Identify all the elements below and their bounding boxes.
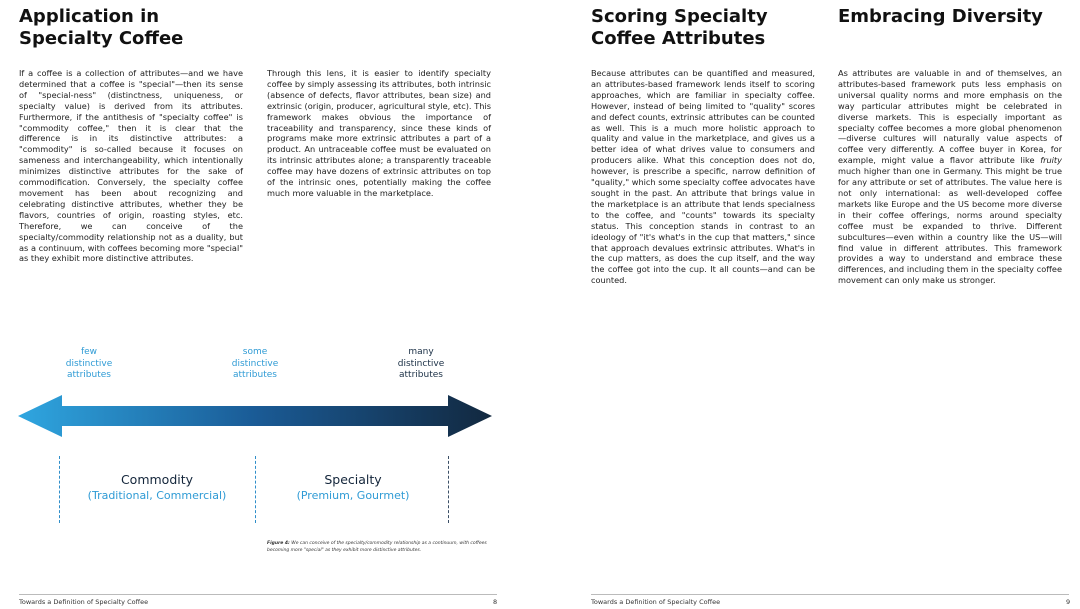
label-line: few [80, 347, 98, 357]
label-line: distinctive [231, 358, 279, 369]
diversity-body [838, 68, 1062, 286]
section-title-scoring [591, 6, 821, 50]
label-line: some [242, 347, 268, 357]
footer-title: Towards a Definition of Specialty Coffee [19, 598, 149, 606]
title-line-1: Scoring Specialty [591, 6, 768, 27]
label-line: attributes [67, 370, 111, 380]
footer-title: Towards a Definition of Specialty Coffee [591, 598, 721, 606]
italic-term: fruity [1040, 155, 1062, 166]
footer-rule [19, 594, 497, 595]
body-column-1: If a coffee is a collection of attributes—and we have determined that a coffee is "special"—then its sense of "special-ness" (distinctness, uniqueness, or specialty value) is derived from its attributes. Furthermore, if the antithesis of "specialty coffee" is "commodity coffee," then it is clear that the difference is in its distinctive attributes: a "commodity" is so-called because it focuses on sameness and interchangeability, which intentionally minimizes distinctive attributes for the sake of commodification. Conversely, the specialty coffee movement has been about recognizing and celebrating distinctive attributes, whether they be flavors, countries of origin, roasting styles, etc. Therefore, we can conceive of the specialty/commodity relationship not as a duality, but as a continuum, with coffees becoming more "special" as they exhibit more distinctive attributes. [19, 68, 243, 264]
right-page [540, 0, 1080, 609]
page-number: 8 [493, 598, 498, 606]
arrow-shape [18, 395, 492, 437]
title-line-2: Specialty Coffee [19, 28, 184, 49]
commodity-name: Commodity [120, 472, 194, 487]
title-line-1: Embracing Diversity [838, 6, 1043, 27]
figure-caption [267, 541, 507, 554]
commodity-sub: (Traditional, Commercial) [87, 489, 227, 502]
body-column-2: Through this lens, it is easier to identify specialty coffee by simply assessing its attributes, both intrinsic (absence of defects, flavor attributes, bean size) and extrinsic (origin, producer, agricultural style, etc). This framework makes obvious the importance of traceability and transparency, since these kinds of programs make more extrinsic attributes a part of a product. An untraceable coffee must be evaluated on its intrinsic attributes alone; a transparently traceable coffee may have dozens of extrinsic attributes on top of the intrinsic ones, potentially making the coffee much more valuable in the marketplace. [267, 68, 491, 198]
scoring-body: Because attributes can be quantified and measured, an attributes-based framework lends itself to scoring approaches, which are familiar in specialty coffee. However, instead of being limited to "quality" scores and defect counts, extrinsic attributes can be counted as well. This is a much more holistic approach to quality and value in the marketplace, and gives us a better idea of what drives value to consumers and producers alike. What this conception does not do, however, is prescribe a specific, narrow definition of "quality," which some specialty coffee advocates have sought in the past. An attribute that brings value in the marketplace is an attribute that lends specialness to the coffee, and "counts" towards its specialty status. This conception stands in contrast to an ideology of "it's what's in the cup that matters," since that approach devalues extrinsic attributes. What's in the cup matters, as does the cup itself, and the way the coffee got into the cup. It all counts—and can be counted. [591, 68, 815, 286]
title-line-1: Application in [19, 6, 160, 27]
label-line: distinctive [65, 358, 113, 369]
body-text: much higher than one in Germany. This might be true for any attribute or set of attributes. The value here is not only international: as well-developed coffee markets like Europe and the US become more diverse in their coffee offerings, norms around specialty coffee must be expanded to thrive. Different subcultures—even within a country like the US—will find value in different attributes. This framework provides a way to understand and embrace these differences, and including them in the specialty coffee movement can only make us stronger. [838, 166, 1062, 286]
specialty-name: Specialty [324, 472, 382, 487]
caption-label: Figure 4: [267, 541, 290, 546]
specialty-category [258, 472, 448, 503]
label-line: attributes [233, 370, 277, 380]
footer-rule [591, 594, 1069, 595]
divider-left [59, 456, 60, 523]
label-line: many [408, 347, 434, 357]
double-arrow [18, 393, 493, 439]
page-number: 9 [1066, 598, 1071, 606]
label-line: distinctive [397, 358, 445, 369]
commodity-category [62, 472, 252, 503]
specialty-sub: (Premium, Gourmet) [296, 489, 410, 502]
label-many-distinctive [371, 347, 471, 382]
section-title-diversity [838, 6, 1078, 28]
caption-text: We can conceive of the specialty/commodity relationship as a continuum, with coffees becoming more "special" as they exhibit more distinctive attributes. [267, 541, 487, 553]
label-few-distinctive [39, 347, 139, 382]
page-title [19, 6, 259, 50]
divider-right [448, 456, 449, 523]
label-some-distinctive [205, 347, 305, 382]
title-line-2: Coffee Attributes [591, 28, 766, 49]
body-text: As attributes are valuable in and of themselves, an attributes-based framework puts less emphasis on universal quality norms and more emphasis on the way particular attributes might be celebrated in diverse markets. This is especially important as specialty coffee becomes a more global phenomenon—diverse cultures will naturally value aspects of coffee very differently. A coffee buyer in Korea, for example, might value a flavor attribute like [838, 68, 1062, 166]
label-line: attributes [399, 370, 443, 380]
divider-middle [255, 456, 256, 523]
